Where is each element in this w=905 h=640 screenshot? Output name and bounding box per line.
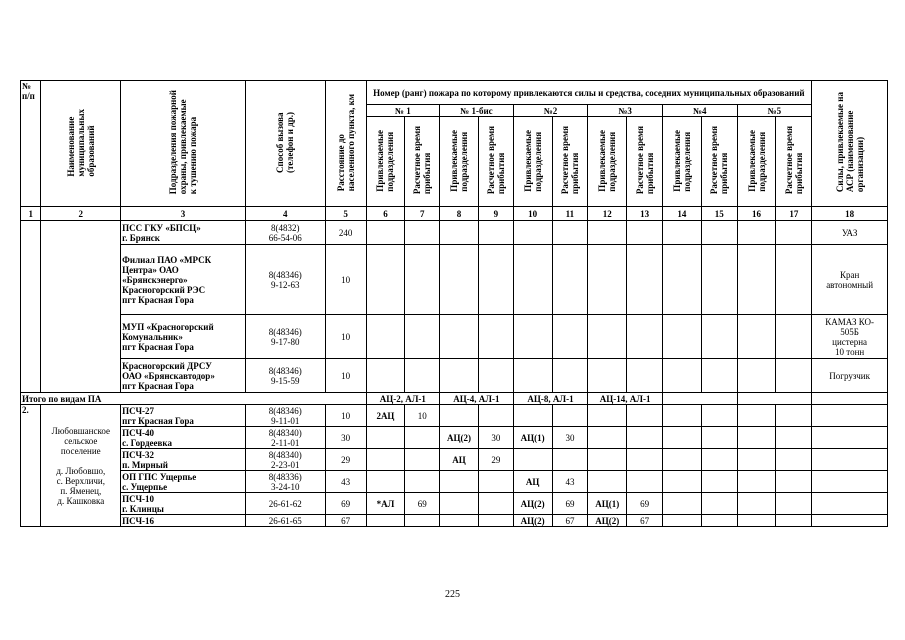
header-rank-3: №2 [513,105,588,117]
header-rank-6: №5 [737,105,812,117]
unit-name-text: Филиал ПАО «МРСК Центра» ОАО «Брянскэнерго» Красногорский РЭС пгт Красная Гора [122,254,212,305]
call-method [245,493,325,515]
column-number: 9 [478,207,513,221]
rank-cell [776,221,812,245]
attached-units [588,471,627,493]
arrival-time [627,405,663,427]
totals-rank-1: АЦ-2, АЛ-1 [366,393,440,405]
rank-cell [627,245,663,315]
section1-num [21,221,41,393]
page-number: 225 [445,589,460,600]
rank-cell [513,315,552,359]
header-sub-time-4-text: Расчетное время прибытия [634,126,655,195]
header-rank-4: №3 [588,105,663,117]
rank-cell [776,515,812,527]
call-method-text: 26-61-65 [268,515,302,526]
rank-cell [513,245,552,315]
rank-cell [701,221,737,245]
rank-cell [701,427,737,449]
attached-units [440,471,479,493]
header-sub-units-6 [737,117,776,207]
rank-cell [737,245,776,315]
rank-cell [737,359,776,393]
attached-units [588,449,627,471]
column-number: 8 [440,207,479,221]
column-number: 3 [121,207,246,221]
rank-cell [588,359,627,393]
table-row [21,315,888,359]
table-row [21,245,888,315]
header-sub-time-6 [776,117,812,207]
asr-forces [812,315,888,359]
header-sub-units-1-text: Привлекаемые подразделения [375,129,396,192]
attached-units: АЦ [440,449,479,471]
totals-rank-2: АЦ-8, АЛ-1 [513,393,588,405]
distance: 30 [325,427,366,449]
unit-name [121,427,246,449]
table-row [21,427,888,449]
header-sub-units-4 [588,117,627,207]
header-sub-time-3-text: Расчетное время прибытия [559,126,580,195]
attached-units: АЦ [513,471,552,493]
rank-cell [662,315,701,359]
attached-units [366,471,405,493]
attached-units [440,493,479,515]
header-sub-time-5 [701,117,737,207]
asr-forces-text: УАЗ [841,227,858,238]
attached-units: АЦ(2) [440,427,479,449]
rank-cell [552,359,588,393]
arrival-time: 69 [552,493,588,515]
attached-units [513,449,552,471]
arrival-time [552,449,588,471]
arrival-time: 67 [552,515,588,527]
rank-cell [588,315,627,359]
totals-rank-5 [737,393,812,405]
rank-cell [627,315,663,359]
distance: 10 [325,359,366,393]
distance: 69 [325,493,366,515]
unit-name [121,471,246,493]
unit-name-text: ОП ГПС Ущерпье с. Ущерпье [122,471,197,492]
header-sub-time-1 [405,117,440,207]
attached-units: *АЛ [366,493,405,515]
table-row [21,471,888,493]
arrival-time: 43 [552,471,588,493]
asr-forces [812,359,888,393]
distance: 10 [325,405,366,427]
unit-name [121,245,246,315]
rank-cell [552,315,588,359]
attached-units: 2АЦ [366,405,405,427]
unit-name-text: ПСС ГКУ «БПСЦ» г. Брянск [122,222,201,243]
rank-cell [552,221,588,245]
arrival-time [627,427,663,449]
rank-cell [588,221,627,245]
header-rank-group: Номер (ранг) пожара по которому привлекаются силы и средства, соседних муниципальных образований [366,81,812,105]
call-method-text: 8(48346) 9-17-80 [268,326,302,347]
header-sub-units-1 [366,117,405,207]
column-number: 5 [325,207,366,221]
call-method [245,405,325,427]
arrival-time [478,515,513,527]
unit-name-text: ПСЧ-40 с. Гордеевка [122,427,172,448]
asr-forces [812,245,888,315]
header-sub-units-3 [513,117,552,207]
rank-cell [701,359,737,393]
header-sub-units-2-text: Привлекаемые подразделения [449,129,470,192]
rank-cell [776,427,812,449]
rank-cell [513,359,552,393]
unit-name [121,493,246,515]
header-rank-1: № 1 [366,105,440,117]
rank-cell [405,359,440,393]
table-row [21,405,888,427]
rank-cell [701,471,737,493]
column-number: 15 [701,207,737,221]
rank-cell [701,405,737,427]
arrival-time [478,405,513,427]
call-method-text: 8(48346) 9-11-01 [268,405,302,426]
rank-cell [440,315,479,359]
column-number: 14 [662,207,701,221]
attached-units: АЦ(2) [513,515,552,527]
unit-name-text: ПСЧ-27 пгт Красная Гора [122,405,194,426]
unit-name [121,405,246,427]
rank-cell [737,405,776,427]
attached-units [366,449,405,471]
unit-name-text: ПСЧ-10 г. Клинцы [122,493,164,514]
rank-cell [737,315,776,359]
attached-units [588,405,627,427]
asr-forces [812,471,888,493]
arrival-time: 69 [627,493,663,515]
section2-num: 2. [21,405,41,527]
rank-cell [662,221,701,245]
attached-units: АЦ(2) [513,493,552,515]
rank-cell [478,245,513,315]
rank-cell [737,471,776,493]
rank-cell [701,315,737,359]
header-sub-units-5-text: Привлекаемые подразделения [671,129,692,192]
attached-units: АЦ(1) [588,493,627,515]
call-method-text: 26-61-62 [268,498,302,509]
asr-forces [812,221,888,245]
header-sub-units-3-text: Привлекаемые подразделения [522,129,543,192]
attached-units [366,515,405,527]
rank-cell [440,221,479,245]
rank-cell [627,359,663,393]
rank-cell [552,245,588,315]
unit-name-text: Красногорский ДРСУ ОАО «Брянскавтодор» пгт Красная Гора [122,360,215,391]
rank-cell [662,493,701,515]
header-num: № п/п [21,81,41,207]
call-method [245,471,325,493]
rank-cell [366,315,405,359]
unit-name [121,449,246,471]
asr-forces [812,449,888,471]
call-method-text: 8(48340) 2-23-01 [268,449,302,470]
header-call-method: Способ вызова (телефон и др.) [245,81,325,207]
asr-forces [812,515,888,527]
rank-cell [366,359,405,393]
attached-units [440,405,479,427]
asr-forces-text: Погрузчик [829,370,870,381]
column-number: 2 [41,207,121,221]
table-row [21,493,888,515]
rank-cell [662,471,701,493]
arrival-time [478,471,513,493]
rank-cell [588,245,627,315]
distance: 10 [325,315,366,359]
header-sub-units-2 [440,117,479,207]
rank-cell [440,359,479,393]
arrival-time [405,515,440,527]
call-method [245,427,325,449]
column-number: 16 [737,207,776,221]
asr-forces [812,427,888,449]
totals-asr [812,393,888,405]
rank-cell [776,471,812,493]
rank-cell [737,221,776,245]
arrival-time [627,449,663,471]
column-number: 10 [513,207,552,221]
rank-cell [737,449,776,471]
unit-name [121,315,246,359]
header-municipality: Наименование муниципальных образований [41,81,121,207]
rank-cell [405,315,440,359]
unit-name [121,359,246,393]
asr-forces [812,405,888,427]
call-method [245,449,325,471]
rank-cell [478,315,513,359]
asr-forces [812,493,888,515]
call-method-text: 8(48346) 9-15-59 [268,365,302,386]
asr-forces-text: КАМАЗ КО- 505Б цистерна 10 тонн [825,316,875,357]
header-rank-2: № 1-бис [440,105,514,117]
rank-cell [405,245,440,315]
unit-name [121,221,246,245]
column-number: 6 [366,207,405,221]
rank-cell [662,515,701,527]
attached-units [513,405,552,427]
table-row [21,221,888,245]
arrival-time [478,493,513,515]
attached-units [440,515,479,527]
distance: 10 [325,245,366,315]
column-number: 12 [588,207,627,221]
rank-cell [662,449,701,471]
header-sub-time-3 [552,117,588,207]
arrival-time: 30 [552,427,588,449]
rank-cell [513,221,552,245]
header-sub-units-6-text: Привлекаемые подразделения [746,129,767,192]
attached-units [366,427,405,449]
asr-forces-text: Кран автономный [826,269,874,290]
rank-cell [737,493,776,515]
rank-cell [737,427,776,449]
totals-row [21,393,888,405]
table-row [21,359,888,393]
rank-cell [366,245,405,315]
header-sub-time-6-text: Расчетное время прибытия [783,126,804,195]
arrival-time: 69 [405,493,440,515]
header-rank-5: №4 [662,105,737,117]
arrival-time [405,471,440,493]
column-number: 13 [627,207,663,221]
rank-cell [776,493,812,515]
fire-forces-table [20,80,888,527]
unit-name [121,515,246,527]
rank-cell [662,359,701,393]
attached-units [588,427,627,449]
call-method [245,359,325,393]
call-method [245,221,325,245]
rank-cell [701,449,737,471]
arrival-time: 29 [478,449,513,471]
rank-cell [627,221,663,245]
call-method [245,245,325,315]
distance: 240 [325,221,366,245]
rank-cell [776,315,812,359]
call-method-text: 8(4832) 66-54-06 [268,222,302,243]
rank-cell [662,427,701,449]
rank-cell [776,405,812,427]
column-number: 18 [812,207,888,221]
rank-cell [478,221,513,245]
distance: 43 [325,471,366,493]
call-method-text: 8(48340) 2-11-01 [268,427,302,448]
arrival-time: 10 [405,405,440,427]
header-sub-time-5-text: Расчетное время прибытия [709,126,730,195]
header-sub-units-4-text: Привлекаемые подразделения [597,129,618,192]
arrival-time [627,471,663,493]
rank-cell [701,493,737,515]
attached-units: АЦ(2) [588,515,627,527]
call-method [245,315,325,359]
section1-municipality [41,221,121,393]
column-number: 7 [405,207,440,221]
rank-cell [737,515,776,527]
call-method [245,515,325,527]
rank-cell [366,221,405,245]
header-sub-time-4 [627,117,663,207]
call-method-text: 8(48346) 9-12-63 [268,269,302,290]
totals-rank-4 [662,393,737,405]
totals-label: Итого по видам ПА [21,393,367,405]
distance: 29 [325,449,366,471]
rank-cell [776,359,812,393]
arrival-time [552,405,588,427]
header-asr: Силы, привлекаемые на АСР (наименование организации) [812,81,888,207]
arrival-time: 67 [627,515,663,527]
totals-rank-3: АЦ-14, АЛ-1 [588,393,663,405]
rank-cell [776,449,812,471]
rank-cell [440,245,479,315]
rank-cell [405,221,440,245]
attached-units: АЦ(1) [513,427,552,449]
section2-municipality [41,405,121,527]
column-number: 11 [552,207,588,221]
unit-name-text: ПСЧ-16 [122,515,155,526]
table-row [21,515,888,527]
header-units: Подразделения пожарной охраны, привлекаемые к тушению пожара [121,81,246,207]
rank-cell [776,245,812,315]
distance: 67 [325,515,366,527]
header-sub-time-1-text: Расчетное время прибытия [412,126,433,195]
header-sub-time-2 [478,117,513,207]
rank-cell [701,515,737,527]
totals-rank-1bis: АЦ-4, АЛ-1 [440,393,514,405]
rank-cell [478,359,513,393]
unit-name-text: ПСЧ-32 п. Мирный [122,449,168,470]
header-sub-units-5 [662,117,701,207]
unit-name-text: МУП «Красногорский Комунальник» пгт Красная Гора [122,321,214,352]
header-distance: Расстояние до населенного пункта, км [325,81,366,207]
call-method-text: 8(48336) 3-24-10 [268,471,302,492]
table-row [21,449,888,471]
column-number: 17 [776,207,812,221]
arrival-time [405,427,440,449]
column-number: 4 [245,207,325,221]
arrival-time: 30 [478,427,513,449]
rank-cell [701,245,737,315]
rank-cell [662,245,701,315]
header-sub-time-2-text: Расчетное время прибытия [485,126,506,195]
rank-cell [662,405,701,427]
arrival-time [405,449,440,471]
column-number: 1 [21,207,41,221]
section2-municipality-text: Любовшанское сельское поселение д. Любовшо, с. Верхличи, п. Яменец, д. Кашковка [51,425,111,506]
